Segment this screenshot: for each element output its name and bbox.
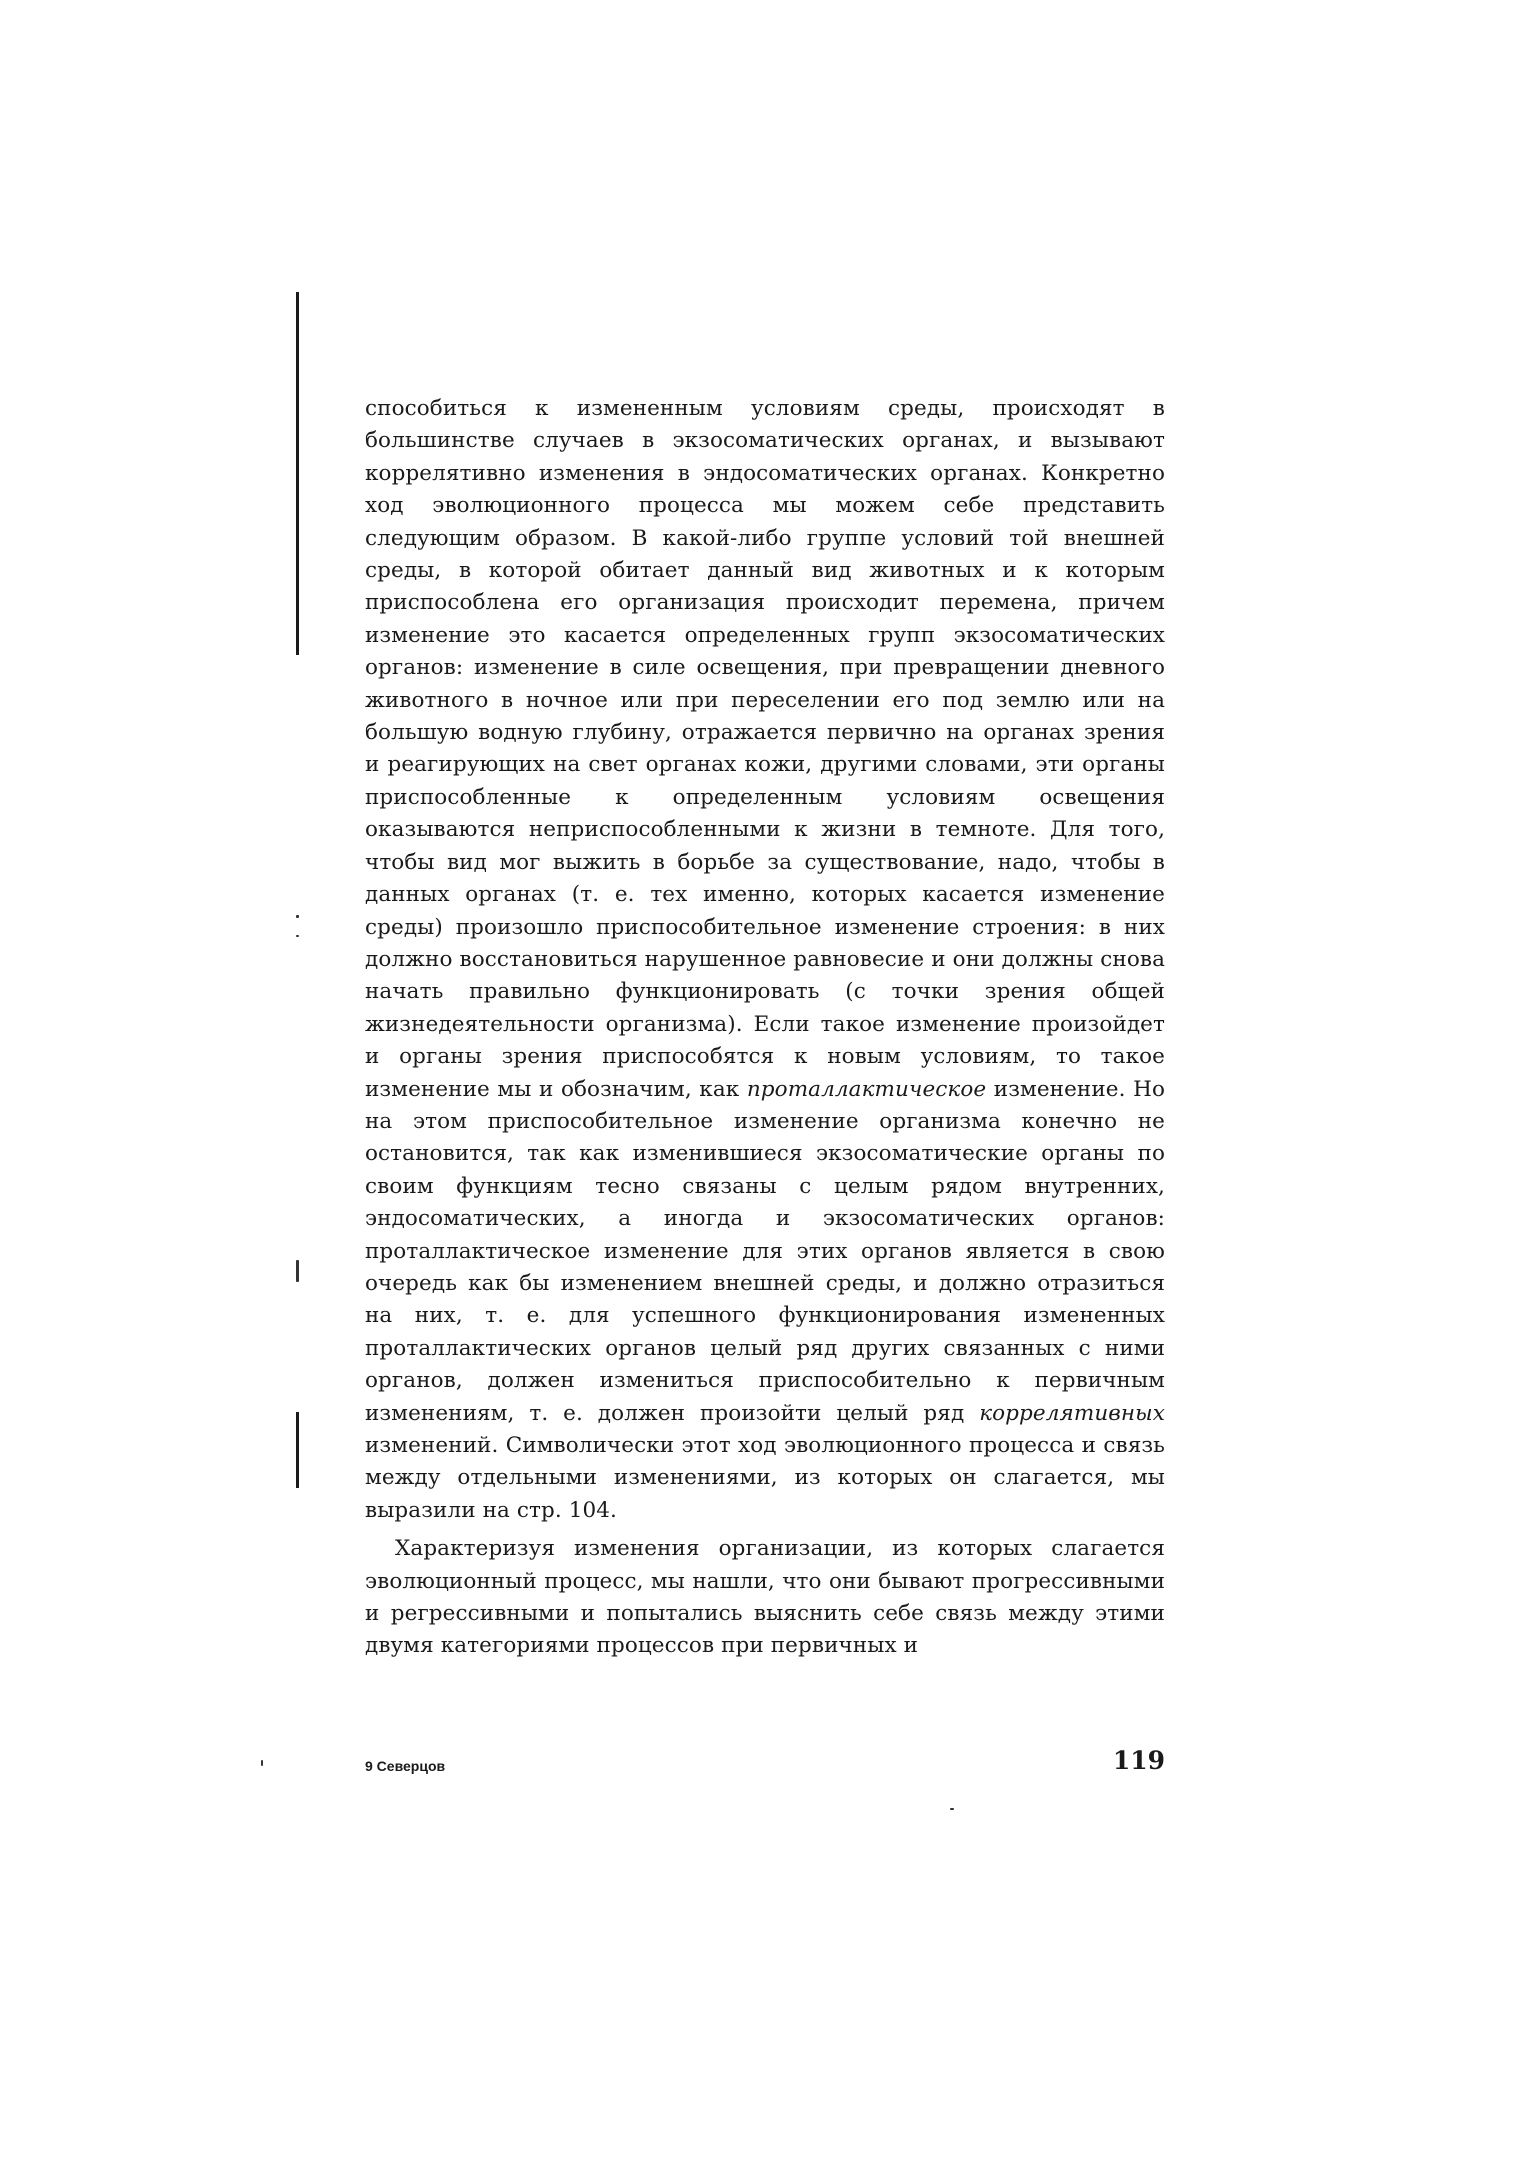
page-footer <box>365 1746 1165 1786</box>
italic-term: коррелятивных <box>979 1400 1165 1426</box>
signature-mark: 9 Северцов <box>365 1758 446 1774</box>
body-text <box>365 393 1165 1663</box>
text-run: изменений. Символически этот ход эволюционного процесса и связь между отдельными изменениями, из которых он слагается, мы выразили на стр. 104. <box>365 1433 1165 1523</box>
scan-speck <box>296 935 299 937</box>
paragraph <box>365 393 1165 1527</box>
italic-term: проталлактическое <box>746 1076 987 1102</box>
scan-speck <box>950 1808 954 1810</box>
text-run: изменение. Но на этом приспособительное изменение организма конечно не остановится, так как изменившиеся экзосоматические органы по своим функциям тесно связаны с целым рядом внутренних, эндосоматических, а иногда и экзосоматических органов: проталлактическое изменение для этих органов является в свою очередь как бы изменением внешней среды, и должно отразиться на них, т. е. для успешного функционирования измененных проталлактических органов целый ряд других связанных с ними органов, должен измениться приспособительно к первичным изменениям, т. е. должен произойти целый ряд <box>365 1076 1165 1426</box>
scan-speck <box>261 1760 263 1766</box>
paragraph: Характеризуя изменения организации, из которых слагается эволюционный процесс, мы нашли, что они бывают прогрессивными и регрессивными и попытались выяснить себе связь между этими двумя категориями процессов при первичных и <box>365 1536 1165 1659</box>
scan-speck <box>296 1260 299 1282</box>
scan-speck <box>296 915 299 918</box>
margin-line <box>296 292 299 655</box>
margin-line <box>296 1412 299 1488</box>
page-number: 119 <box>1112 1746 1165 1775</box>
text-run: способиться к измененным условиям среды, происходят в большинстве случаев в экзосоматических органах, и вызывают коррелятивно изменения в эндосоматических органах. Конкретно ход эволюционного процесса мы можем себе представить следующим образом. В какой-либо группе условий той внешней среды, в которой обитает данный вид животных и к которым приспособлена его организация происходит перемена, причем изменение это касается определенных групп экзосоматических органов: изменение в силе освещения, при превращении дневного животного в ночное или при переселении его под землю или на большую водную глубину, отражается первично на органах зрения и реагирующих на свет органах кожи, другими словами, эти органы приспособленные к определенным условиям освещения оказываются неприспособленными к жизни в темноте. Для того, чтобы вид мог выжить в борьбе за существование, надо, чтобы в данных органах (т. е. тех именно, которых касается изменение среды) произошло приспособительное изменение строения: в них должно восстановиться нарушенное равновесие и они должны снова начать правильно функционировать (с точки зрения общей жизнедеятельности организма). Если такое изменение произойдет и органы зрения приспособятся к новым условиям, то такое изменение мы и обозначим, как <box>365 396 1165 1102</box>
